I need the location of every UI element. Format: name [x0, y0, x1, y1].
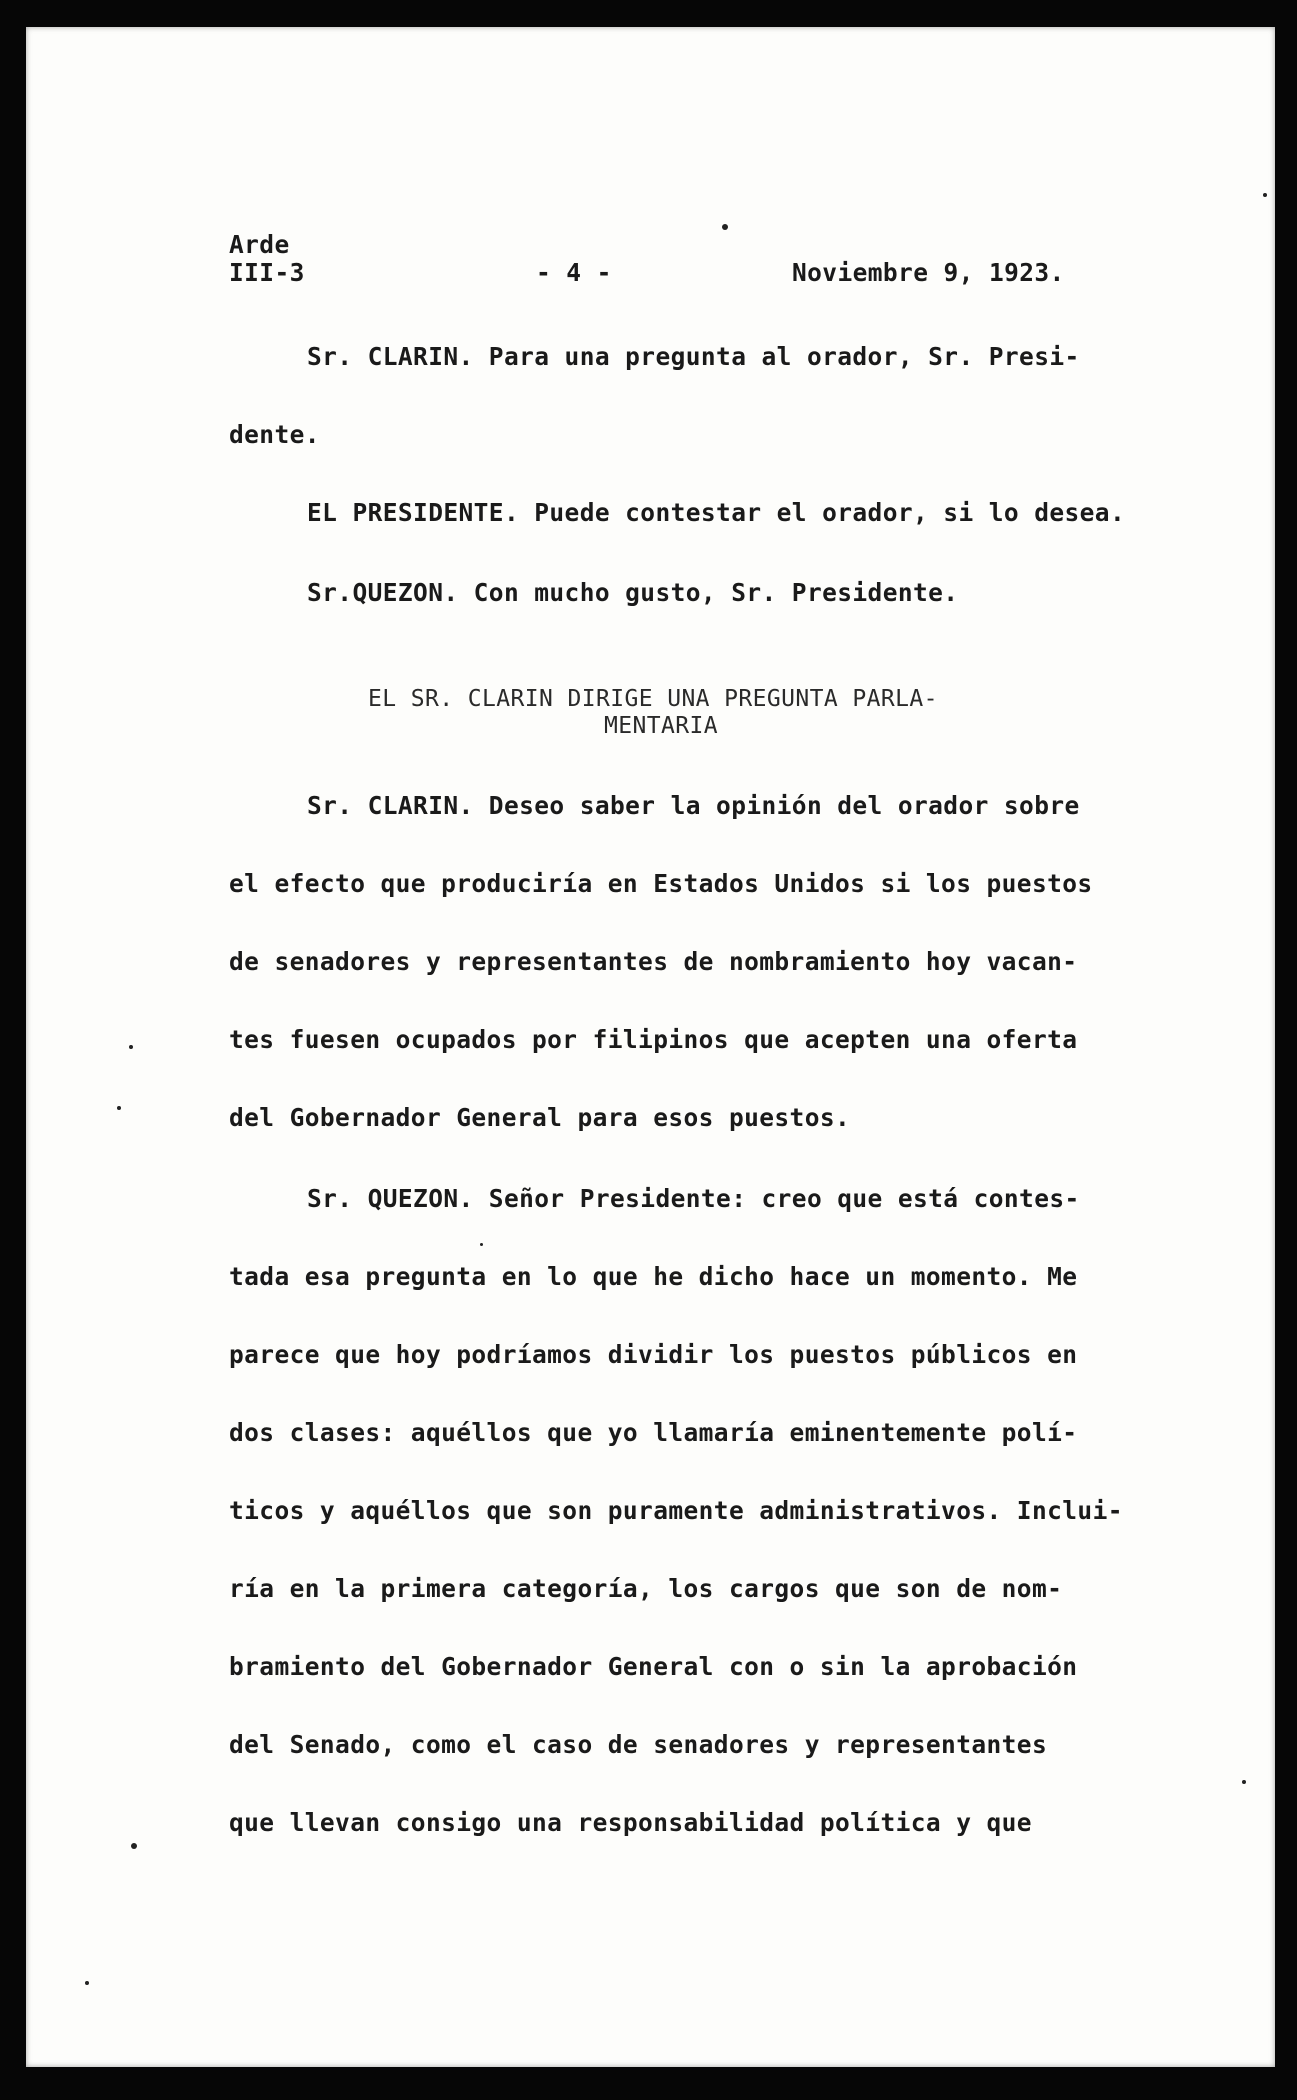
document-code-line-1: Arde — [229, 230, 290, 259]
text-line: ría en la primera categoría, los cargos que son de nom- — [229, 1574, 1063, 1603]
scan-speck — [722, 224, 728, 230]
page-number: - 4 - — [536, 258, 612, 287]
text-line: del Gobernador General para esos puestos. — [229, 1103, 851, 1132]
section-heading-line-1: EL SR. CLARIN DIRIGE UNA PREGUNTA PARLA- — [368, 686, 938, 712]
scan-speck — [1242, 1780, 1246, 1784]
text-line: ticos y aquéllos que son puramente administrativos. Inclui- — [229, 1496, 1123, 1525]
text-line: del Senado, como el caso de senadores y representantes — [229, 1730, 1048, 1759]
text-line: dos clases: aquéllos que yo llamaría eminentemente polí- — [229, 1418, 1078, 1447]
scan-speck — [129, 1045, 133, 1049]
text-line: dente. — [229, 420, 320, 449]
text-line: bramiento del Gobernador General con o sin la aprobación — [229, 1652, 1078, 1681]
document-date: Noviembre 9, 1923. — [792, 258, 1065, 287]
text-line: Sr. CLARIN. Deseo saber la opinión del orador sobre — [307, 791, 1080, 820]
scan-speck — [117, 1106, 121, 1110]
text-line: tes fuesen ocupados por filipinos que acepten una oferta — [229, 1025, 1078, 1054]
text-line: Sr. CLARIN. Para una pregunta al orador, Sr. Presi- — [307, 342, 1080, 371]
text-line: que llevan consigo una responsabilidad política y que — [229, 1808, 1032, 1837]
scan-speck — [131, 1843, 137, 1849]
scan-speck — [1263, 193, 1267, 197]
text-line: de senadores y representantes de nombramiento hoy vacan- — [229, 947, 1078, 976]
scan-speck — [480, 1243, 483, 1246]
text-line: tada esa pregunta en lo que he dicho hace un momento. Me — [229, 1262, 1078, 1291]
text-line: Sr.QUEZON. Con mucho gusto, Sr. Presidente. — [307, 578, 959, 607]
text-line: EL PRESIDENTE. Puede contestar el orador, si lo desea. — [307, 498, 1126, 527]
section-heading-line-2: MENTARIA — [604, 713, 718, 739]
text-line: parece que hoy podríamos dividir los puestos públicos en — [229, 1340, 1078, 1369]
text-line: el efecto que produciría en Estados Unidos si los puestos — [229, 869, 1093, 898]
document-code-line-2: III-3 — [229, 258, 305, 287]
scan-speck — [85, 1981, 89, 1985]
text-line: Sr. QUEZON. Señor Presidente: creo que está contes- — [307, 1184, 1080, 1213]
